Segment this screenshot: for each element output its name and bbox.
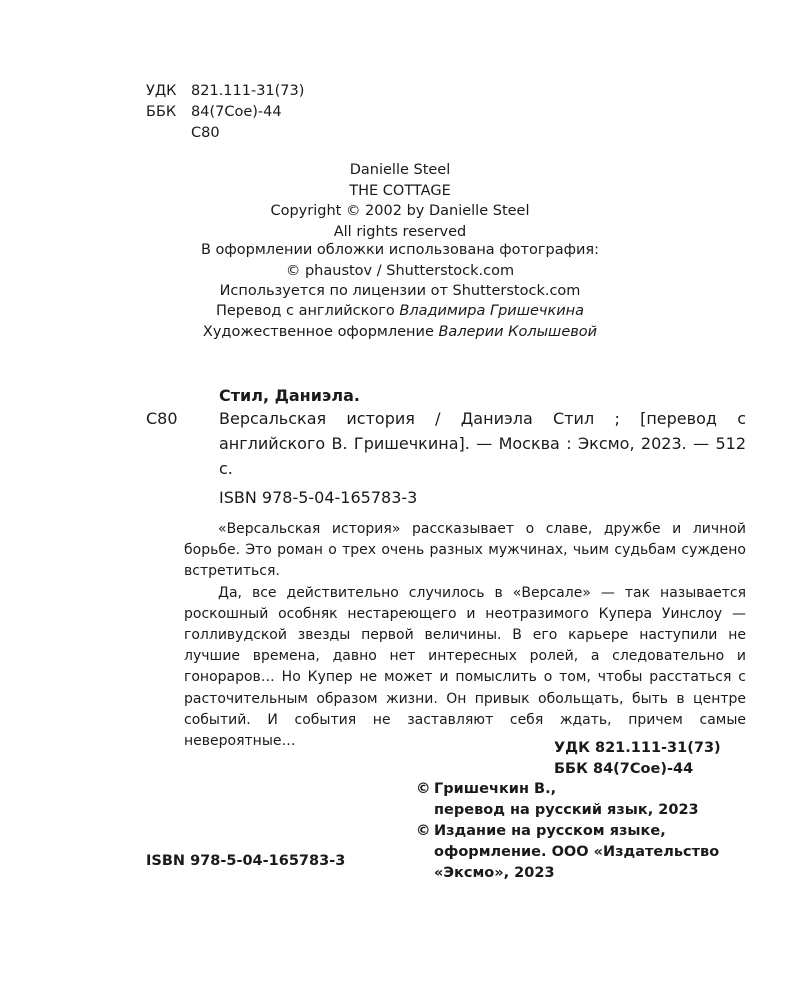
- catalog-code: С80: [146, 409, 178, 428]
- catalog-isbn: ISBN 978-5-04-165783-3: [219, 488, 418, 507]
- cover-line-3: Используется по лицензии от Shutterstock.com: [219, 283, 581, 299]
- copyright-2-line-1: Издание на русском языке,: [434, 823, 666, 839]
- original-rights: All rights reserved: [333, 223, 467, 240]
- bottom-isbn: ISBN 978-5-04-165783-3: [146, 853, 346, 869]
- bottom-classification-codes: [554, 738, 721, 780]
- copyright-symbol: ©: [416, 823, 431, 839]
- original-copyright: Copyright © 2002 by Danielle Steel: [270, 203, 530, 219]
- bottom-udc: УДК 821.111-31(73): [554, 740, 721, 756]
- original-title: THE COTTAGE: [349, 182, 451, 199]
- designer-name: Валерии Колышевой: [438, 323, 598, 340]
- copyright-1-line-2: перевод на русский язык, 2023: [434, 802, 699, 818]
- translation-prefix: Перевод с английского: [215, 303, 400, 319]
- copyright-1-line-1: Гришечкин В.,: [434, 781, 557, 797]
- credits: [0, 301, 800, 342]
- udc-value: 821.111-31(73): [191, 83, 305, 99]
- design-prefix: Художественное оформление: [202, 323, 439, 340]
- bottom-bbk: ББК 84(7Сое)-44: [554, 761, 694, 777]
- annotation: [184, 519, 746, 752]
- original-edition-info: [0, 160, 800, 242]
- copyright-2-line-2: оформление. ООО «Издательство: [434, 844, 720, 860]
- design-credit: [0, 322, 800, 343]
- udc-label: УДК: [146, 83, 177, 99]
- annotation-paragraph-1: «Версальская история» рассказывает о славе, дружбе и личной борьбе. Это роман о трех очень разных мужчинах, чьим судьбам суждено встретиться.: [184, 521, 746, 580]
- translator-name: Владимира Гришечкина: [399, 303, 584, 319]
- bbk-value: 84(7Сое)-44: [191, 104, 282, 120]
- cover-line-1: В оформлении обложки использована фотография:: [200, 242, 600, 258]
- bbk-row: [146, 102, 304, 123]
- bbk-label: ББК: [146, 104, 177, 120]
- cover-photo-credit: [0, 240, 800, 302]
- catalog-author-heading: Стил, Даниэла.: [219, 386, 360, 405]
- udc-row: [146, 81, 304, 102]
- catalog-description: Версальская история / Даниэла Стил ; [перевод с английского В. Гришечкина]. — Москва : Эксмо, 2023. — 512 с.: [219, 409, 746, 478]
- original-author: Danielle Steel: [349, 162, 451, 178]
- translation-credit: [0, 301, 800, 322]
- edition-copyright: [416, 821, 719, 884]
- copyright-block: [416, 779, 719, 884]
- translation-copyright: [416, 779, 719, 821]
- author-sign: С80: [191, 125, 220, 141]
- cover-line-2: © phaustov / Shutterstock.com: [285, 262, 515, 279]
- classification-codes: [146, 81, 304, 144]
- annotation-paragraph-2: Да, все действительно случилось в «Версале» — так называется роскошный особняк нестареющего и неотразимого Купера Уинслоу — голливудской звезды первой величины. В его карьере наступили не лучшие времена, давно нет интересных ролей, а следовательно и гонораров… Но Купер не может и помыслить о том, чтобы расстаться с расточительным образом жизни. Он привык обольщать, быть в центре событий. И события не заставляют себя ждать, причем самые невероятные…: [184, 584, 746, 750]
- copyright-2-line-3: «Эксмо», 2023: [434, 865, 555, 881]
- copyright-symbol: ©: [416, 781, 431, 797]
